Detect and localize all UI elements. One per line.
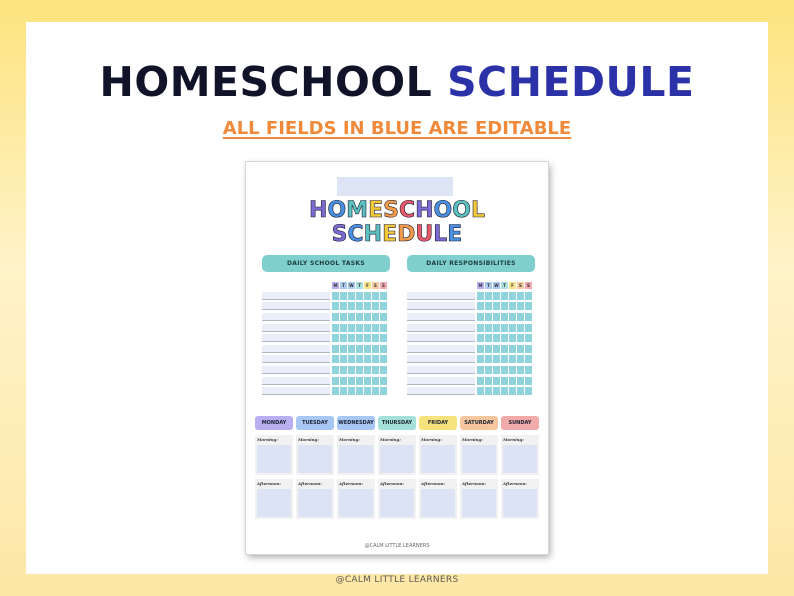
logo-letter: O <box>433 198 453 223</box>
day-label-monday: MONDAY <box>255 416 293 430</box>
day-checkbox[interactable] <box>509 387 516 395</box>
afternoon-label: Afternoon: <box>298 481 322 486</box>
school-task-text-field[interactable] <box>262 334 330 342</box>
day-checkbox[interactable] <box>525 324 532 332</box>
day-checkbox[interactable] <box>348 324 355 332</box>
responsibility-text-field[interactable] <box>407 313 475 321</box>
weekday-header-row <box>255 416 539 430</box>
logo-letter: L <box>433 222 448 247</box>
responsibility-text-field[interactable] <box>407 377 475 385</box>
day-checkbox[interactable] <box>372 366 379 374</box>
day-checkbox[interactable] <box>485 302 492 310</box>
school-task-text-field[interactable] <box>262 345 330 353</box>
day-checkbox[interactable] <box>485 324 492 332</box>
responsibility-row <box>407 376 532 386</box>
day-checkbox[interactable] <box>332 366 339 374</box>
day-checkbox[interactable] <box>485 387 492 395</box>
day-checkbox[interactable] <box>340 387 347 395</box>
weekday-initial: T <box>485 282 492 289</box>
afternoon-label: Afternoon: <box>257 481 281 486</box>
morning-text-field[interactable] <box>298 445 332 473</box>
day-checkbox[interactable] <box>525 377 532 385</box>
logo-letter: E <box>368 198 384 223</box>
day-checkbox[interactable] <box>525 366 532 374</box>
weekday-initial: W <box>349 283 354 288</box>
day-checkbox[interactable] <box>493 355 500 363</box>
responsibility-row <box>407 333 532 343</box>
sheet-logo-line1 <box>246 200 548 222</box>
daily-school-tasks-header: DAILY SCHOOL TASKS <box>262 255 390 272</box>
afternoon-label: Afternoon: <box>380 481 404 486</box>
day-checkbox[interactable] <box>477 334 484 342</box>
day-checkbox[interactable] <box>477 387 484 395</box>
logo-letter: O <box>327 198 347 223</box>
school-task-row <box>262 365 387 375</box>
school-task-row <box>262 323 387 333</box>
title-word-homeschool: HOMESCHOOL <box>99 58 433 106</box>
day-checkbox[interactable] <box>501 302 508 310</box>
day-checkbox[interactable] <box>380 355 387 363</box>
responsibility-text-field[interactable] <box>407 387 475 395</box>
logo-letter: H <box>363 222 383 247</box>
day-label-sunday: SUNDAY <box>501 416 539 430</box>
responsibility-row <box>407 355 532 365</box>
day-checkbox[interactable] <box>340 355 347 363</box>
day-checkbox[interactable] <box>348 334 355 342</box>
morning-slot-thursday <box>378 435 416 475</box>
day-label-saturday: SATURDAY <box>460 416 498 430</box>
sheet-footer: @CALM LITTLE LEARNERS <box>364 543 430 549</box>
day-checkbox[interactable] <box>372 334 379 342</box>
responsibility-text-field[interactable] <box>407 324 475 332</box>
day-checkbox[interactable] <box>356 377 363 385</box>
day-checkbox[interactable] <box>372 292 379 300</box>
weekday-initial: S <box>525 282 532 289</box>
morning-slot-sunday <box>501 435 539 475</box>
day-checkbox[interactable] <box>517 345 524 353</box>
day-checkbox[interactable] <box>509 324 516 332</box>
day-checkbox[interactable] <box>364 366 371 374</box>
day-checkbox[interactable] <box>364 355 371 363</box>
responsibility-row <box>407 302 532 312</box>
day-checkbox[interactable] <box>356 334 363 342</box>
day-checkbox[interactable] <box>493 366 500 374</box>
afternoon-slot-monday <box>255 479 293 519</box>
logo-letter: C <box>398 198 416 223</box>
day-checkbox[interactable] <box>332 292 339 300</box>
day-checkbox[interactable] <box>356 324 363 332</box>
school-task-text-field[interactable] <box>262 324 330 332</box>
day-checkbox[interactable] <box>509 334 516 342</box>
afternoon-text-field[interactable] <box>503 489 537 517</box>
school-task-row <box>262 312 387 322</box>
day-checkbox[interactable] <box>485 366 492 374</box>
day-checkbox[interactable] <box>364 302 371 310</box>
day-checkbox[interactable] <box>372 355 379 363</box>
school-task-text-field[interactable] <box>262 302 330 310</box>
day-checkbox[interactable] <box>517 313 524 321</box>
day-checkbox[interactable] <box>332 334 339 342</box>
morning-label: Morning: <box>298 437 319 442</box>
daily-responsibilities-header: DAILY RESPONSIBILITIES <box>407 255 535 272</box>
logo-letter: H <box>309 198 328 223</box>
day-checkbox[interactable] <box>372 302 379 310</box>
day-checkbox[interactable] <box>348 387 355 395</box>
day-checkbox[interactable] <box>380 302 387 310</box>
day-checkbox[interactable] <box>340 377 347 385</box>
day-checkbox[interactable] <box>501 377 508 385</box>
day-checkbox[interactable] <box>501 324 508 332</box>
day-checkbox[interactable] <box>501 387 508 395</box>
day-checkbox[interactable] <box>493 345 500 353</box>
responsibility-row <box>407 365 532 375</box>
day-checkbox[interactable] <box>485 377 492 385</box>
day-checkbox[interactable] <box>356 345 363 353</box>
day-checkbox[interactable] <box>348 355 355 363</box>
day-checkbox[interactable] <box>501 366 508 374</box>
afternoon-slot-sunday <box>501 479 539 519</box>
school-task-row <box>262 333 387 343</box>
day-checkbox[interactable] <box>517 292 524 300</box>
school-task-text-field[interactable] <box>262 355 330 363</box>
responsibility-row <box>407 323 532 333</box>
school-task-text-field[interactable] <box>262 292 330 300</box>
logo-letter: O <box>452 198 471 223</box>
weekday-initial: S <box>372 282 379 289</box>
day-checkbox[interactable] <box>493 302 500 310</box>
day-checkbox[interactable] <box>364 334 371 342</box>
responsibility-text-field[interactable] <box>407 292 475 300</box>
school-task-row <box>262 386 387 396</box>
day-checkbox[interactable] <box>364 377 371 385</box>
day-checkbox[interactable] <box>356 387 363 395</box>
logo-letter: S <box>383 198 399 223</box>
day-checkbox[interactable] <box>509 366 516 374</box>
school-task-text-field[interactable] <box>262 387 330 395</box>
day-checkbox[interactable] <box>485 334 492 342</box>
day-checkbox[interactable] <box>348 366 355 374</box>
afternoon-label: Afternoon: <box>339 481 363 486</box>
day-checkbox[interactable] <box>477 302 484 310</box>
day-checkbox[interactable] <box>525 345 532 353</box>
day-checkbox[interactable] <box>340 345 347 353</box>
weekday-initial: T <box>501 282 508 289</box>
school-task-row <box>262 355 387 365</box>
title-word-schedule: SCHEDULE <box>447 58 695 106</box>
morning-slot-friday <box>419 435 457 475</box>
day-checkbox[interactable] <box>364 387 371 395</box>
afternoon-text-field[interactable] <box>257 489 291 517</box>
page-title <box>0 58 794 106</box>
day-checkbox[interactable] <box>332 313 339 321</box>
day-checkbox[interactable] <box>372 313 379 321</box>
morning-label: Morning: <box>462 437 483 442</box>
morning-slot-wednesday <box>337 435 375 475</box>
afternoon-slot-saturday <box>460 479 498 519</box>
afternoon-text-field[interactable] <box>462 489 496 517</box>
day-checkbox[interactable] <box>340 302 347 310</box>
responsibility-row <box>407 312 532 322</box>
day-checkbox[interactable] <box>517 377 524 385</box>
day-checkbox[interactable] <box>332 302 339 310</box>
logo-letter: E <box>382 222 398 247</box>
school-task-text-field[interactable] <box>262 313 330 321</box>
morning-text-field[interactable] <box>257 445 291 473</box>
day-checkbox[interactable] <box>380 334 387 342</box>
editable-fields-note: ALL FIELDS IN BLUE ARE EDITABLE <box>222 118 572 139</box>
day-checkbox[interactable] <box>348 345 355 353</box>
sheet-logo-line2 <box>246 224 548 246</box>
day-checkbox[interactable] <box>517 334 524 342</box>
morning-slot-saturday <box>460 435 498 475</box>
day-checkbox[interactable] <box>517 355 524 363</box>
page-footer: @CALM LITTLE LEARNERS <box>335 575 459 585</box>
day-checkbox[interactable] <box>525 334 532 342</box>
schedule-sheet-preview <box>246 162 548 554</box>
day-checkbox[interactable] <box>332 345 339 353</box>
day-checkbox[interactable] <box>517 324 524 332</box>
afternoon-row <box>255 479 539 519</box>
day-checkbox[interactable] <box>348 292 355 300</box>
day-checkbox[interactable] <box>525 302 532 310</box>
day-checkbox[interactable] <box>332 377 339 385</box>
day-checkbox[interactable] <box>356 313 363 321</box>
day-checkbox[interactable] <box>477 345 484 353</box>
day-checkbox[interactable] <box>477 313 484 321</box>
day-checkbox[interactable] <box>356 302 363 310</box>
day-label-tuesday: TUESDAY <box>296 416 334 430</box>
morning-slot-tuesday <box>296 435 334 475</box>
day-checkbox[interactable] <box>517 302 524 310</box>
day-checkbox[interactable] <box>364 292 371 300</box>
afternoon-slot-tuesday <box>296 479 334 519</box>
day-checkbox[interactable] <box>517 366 524 374</box>
school-task-text-field[interactable] <box>262 366 330 374</box>
day-checkbox[interactable] <box>501 345 508 353</box>
school-task-row <box>262 291 387 301</box>
day-checkbox[interactable] <box>340 324 347 332</box>
day-checkbox[interactable] <box>485 345 492 353</box>
day-checkbox[interactable] <box>509 292 516 300</box>
weekday-initial: M <box>333 283 338 288</box>
weekday-initial: F <box>364 282 371 289</box>
day-checkbox[interactable] <box>493 292 500 300</box>
day-checkbox[interactable] <box>509 355 516 363</box>
day-checkbox[interactable] <box>340 334 347 342</box>
logo-letter: H <box>415 198 434 223</box>
day-label-wednesday: WEDNESDAY <box>337 416 375 430</box>
day-checkbox[interactable] <box>525 387 532 395</box>
day-label-thursday: THURSDAY <box>378 416 416 430</box>
day-checkbox[interactable] <box>340 366 347 374</box>
school-task-row <box>262 344 387 354</box>
weekday-initial: W <box>494 283 499 288</box>
day-checkbox[interactable] <box>380 324 387 332</box>
logo-letter: D <box>397 222 416 247</box>
morning-text-field[interactable] <box>380 445 414 473</box>
logo-letter: C <box>347 222 364 247</box>
day-checkbox[interactable] <box>509 302 516 310</box>
day-checkbox[interactable] <box>348 377 355 385</box>
day-checkbox[interactable] <box>356 366 363 374</box>
weekday-initial: S <box>517 282 524 289</box>
logo-letter: E <box>447 222 463 247</box>
day-checkbox[interactable] <box>493 377 500 385</box>
day-checkbox[interactable] <box>493 324 500 332</box>
day-checkbox[interactable] <box>340 313 347 321</box>
responsibility-weekday-initials <box>477 282 532 289</box>
day-checkbox[interactable] <box>372 345 379 353</box>
morning-text-field[interactable] <box>421 445 455 473</box>
day-checkbox[interactable] <box>477 366 484 374</box>
day-checkbox[interactable] <box>509 313 516 321</box>
day-checkbox[interactable] <box>493 334 500 342</box>
day-checkbox[interactable] <box>517 387 524 395</box>
day-checkbox[interactable] <box>340 292 347 300</box>
morning-text-field[interactable] <box>462 445 496 473</box>
weekday-initial: T <box>340 282 347 289</box>
day-checkbox[interactable] <box>477 377 484 385</box>
day-checkbox[interactable] <box>493 387 500 395</box>
morning-label: Morning: <box>503 437 524 442</box>
morning-text-field[interactable] <box>339 445 373 473</box>
day-checkbox[interactable] <box>525 355 532 363</box>
day-checkbox[interactable] <box>485 292 492 300</box>
day-checkbox[interactable] <box>493 313 500 321</box>
school-task-text-field[interactable] <box>262 377 330 385</box>
morning-label: Morning: <box>339 437 360 442</box>
weekday-initial: T <box>356 282 363 289</box>
day-checkbox[interactable] <box>380 313 387 321</box>
afternoon-text-field[interactable] <box>380 489 414 517</box>
school-task-row <box>262 302 387 312</box>
morning-label: Morning: <box>421 437 442 442</box>
afternoon-slot-wednesday <box>337 479 375 519</box>
day-checkbox[interactable] <box>509 377 516 385</box>
day-checkbox[interactable] <box>372 377 379 385</box>
day-checkbox[interactable] <box>525 313 532 321</box>
logo-letter: S <box>331 222 348 247</box>
day-checkbox[interactable] <box>364 324 371 332</box>
day-checkbox[interactable] <box>380 366 387 374</box>
afternoon-text-field[interactable] <box>339 489 373 517</box>
day-checkbox[interactable] <box>485 313 492 321</box>
day-checkbox[interactable] <box>356 292 363 300</box>
morning-label: Morning: <box>257 437 278 442</box>
day-checkbox[interactable] <box>372 324 379 332</box>
day-checkbox[interactable] <box>332 387 339 395</box>
day-checkbox[interactable] <box>501 313 508 321</box>
responsibility-text-field[interactable] <box>407 302 475 310</box>
afternoon-label: Afternoon: <box>421 481 445 486</box>
school-tasks-list <box>262 282 387 397</box>
logo-letter: L <box>470 198 485 223</box>
morning-row <box>255 435 539 475</box>
school-task-row <box>262 376 387 386</box>
day-checkbox[interactable] <box>501 292 508 300</box>
responsibility-row <box>407 386 532 396</box>
day-checkbox[interactable] <box>477 324 484 332</box>
afternoon-slot-thursday <box>378 479 416 519</box>
responsibility-text-field[interactable] <box>407 334 475 342</box>
day-checkbox[interactable] <box>380 387 387 395</box>
day-checkbox[interactable] <box>485 355 492 363</box>
afternoon-label: Afternoon: <box>462 481 486 486</box>
responsibility-row <box>407 291 532 301</box>
day-checkbox[interactable] <box>332 324 339 332</box>
weekday-initial: S <box>380 282 387 289</box>
day-checkbox[interactable] <box>364 313 371 321</box>
day-checkbox[interactable] <box>356 355 363 363</box>
responsibility-text-field[interactable] <box>407 355 475 363</box>
day-checkbox[interactable] <box>477 292 484 300</box>
responsibilities-list <box>407 282 532 397</box>
morning-label: Morning: <box>380 437 401 442</box>
day-checkbox[interactable] <box>380 377 387 385</box>
afternoon-label: Afternoon: <box>503 481 527 486</box>
school-task-weekday-initials <box>332 282 387 289</box>
afternoon-text-field[interactable] <box>421 489 455 517</box>
day-checkbox[interactable] <box>380 345 387 353</box>
responsibility-text-field[interactable] <box>407 345 475 353</box>
day-checkbox[interactable] <box>372 387 379 395</box>
day-checkbox[interactable] <box>348 313 355 321</box>
day-checkbox[interactable] <box>380 292 387 300</box>
afternoon-text-field[interactable] <box>298 489 332 517</box>
day-checkbox[interactable] <box>501 334 508 342</box>
name-field[interactable] <box>337 177 453 196</box>
morning-text-field[interactable] <box>503 445 537 473</box>
day-checkbox[interactable] <box>477 355 484 363</box>
responsibility-row <box>407 344 532 354</box>
responsibility-text-field[interactable] <box>407 366 475 374</box>
morning-slot-monday <box>255 435 293 475</box>
day-checkbox[interactable] <box>364 345 371 353</box>
day-checkbox[interactable] <box>509 345 516 353</box>
day-checkbox[interactable] <box>525 292 532 300</box>
weekday-initial: M <box>478 283 483 288</box>
afternoon-slot-friday <box>419 479 457 519</box>
weekday-initial: F <box>509 282 516 289</box>
day-label-friday: FRIDAY <box>419 416 457 430</box>
day-checkbox[interactable] <box>348 302 355 310</box>
day-checkbox[interactable] <box>501 355 508 363</box>
logo-letter: M <box>346 198 369 223</box>
logo-letter: U <box>415 222 434 247</box>
day-checkbox[interactable] <box>332 355 339 363</box>
